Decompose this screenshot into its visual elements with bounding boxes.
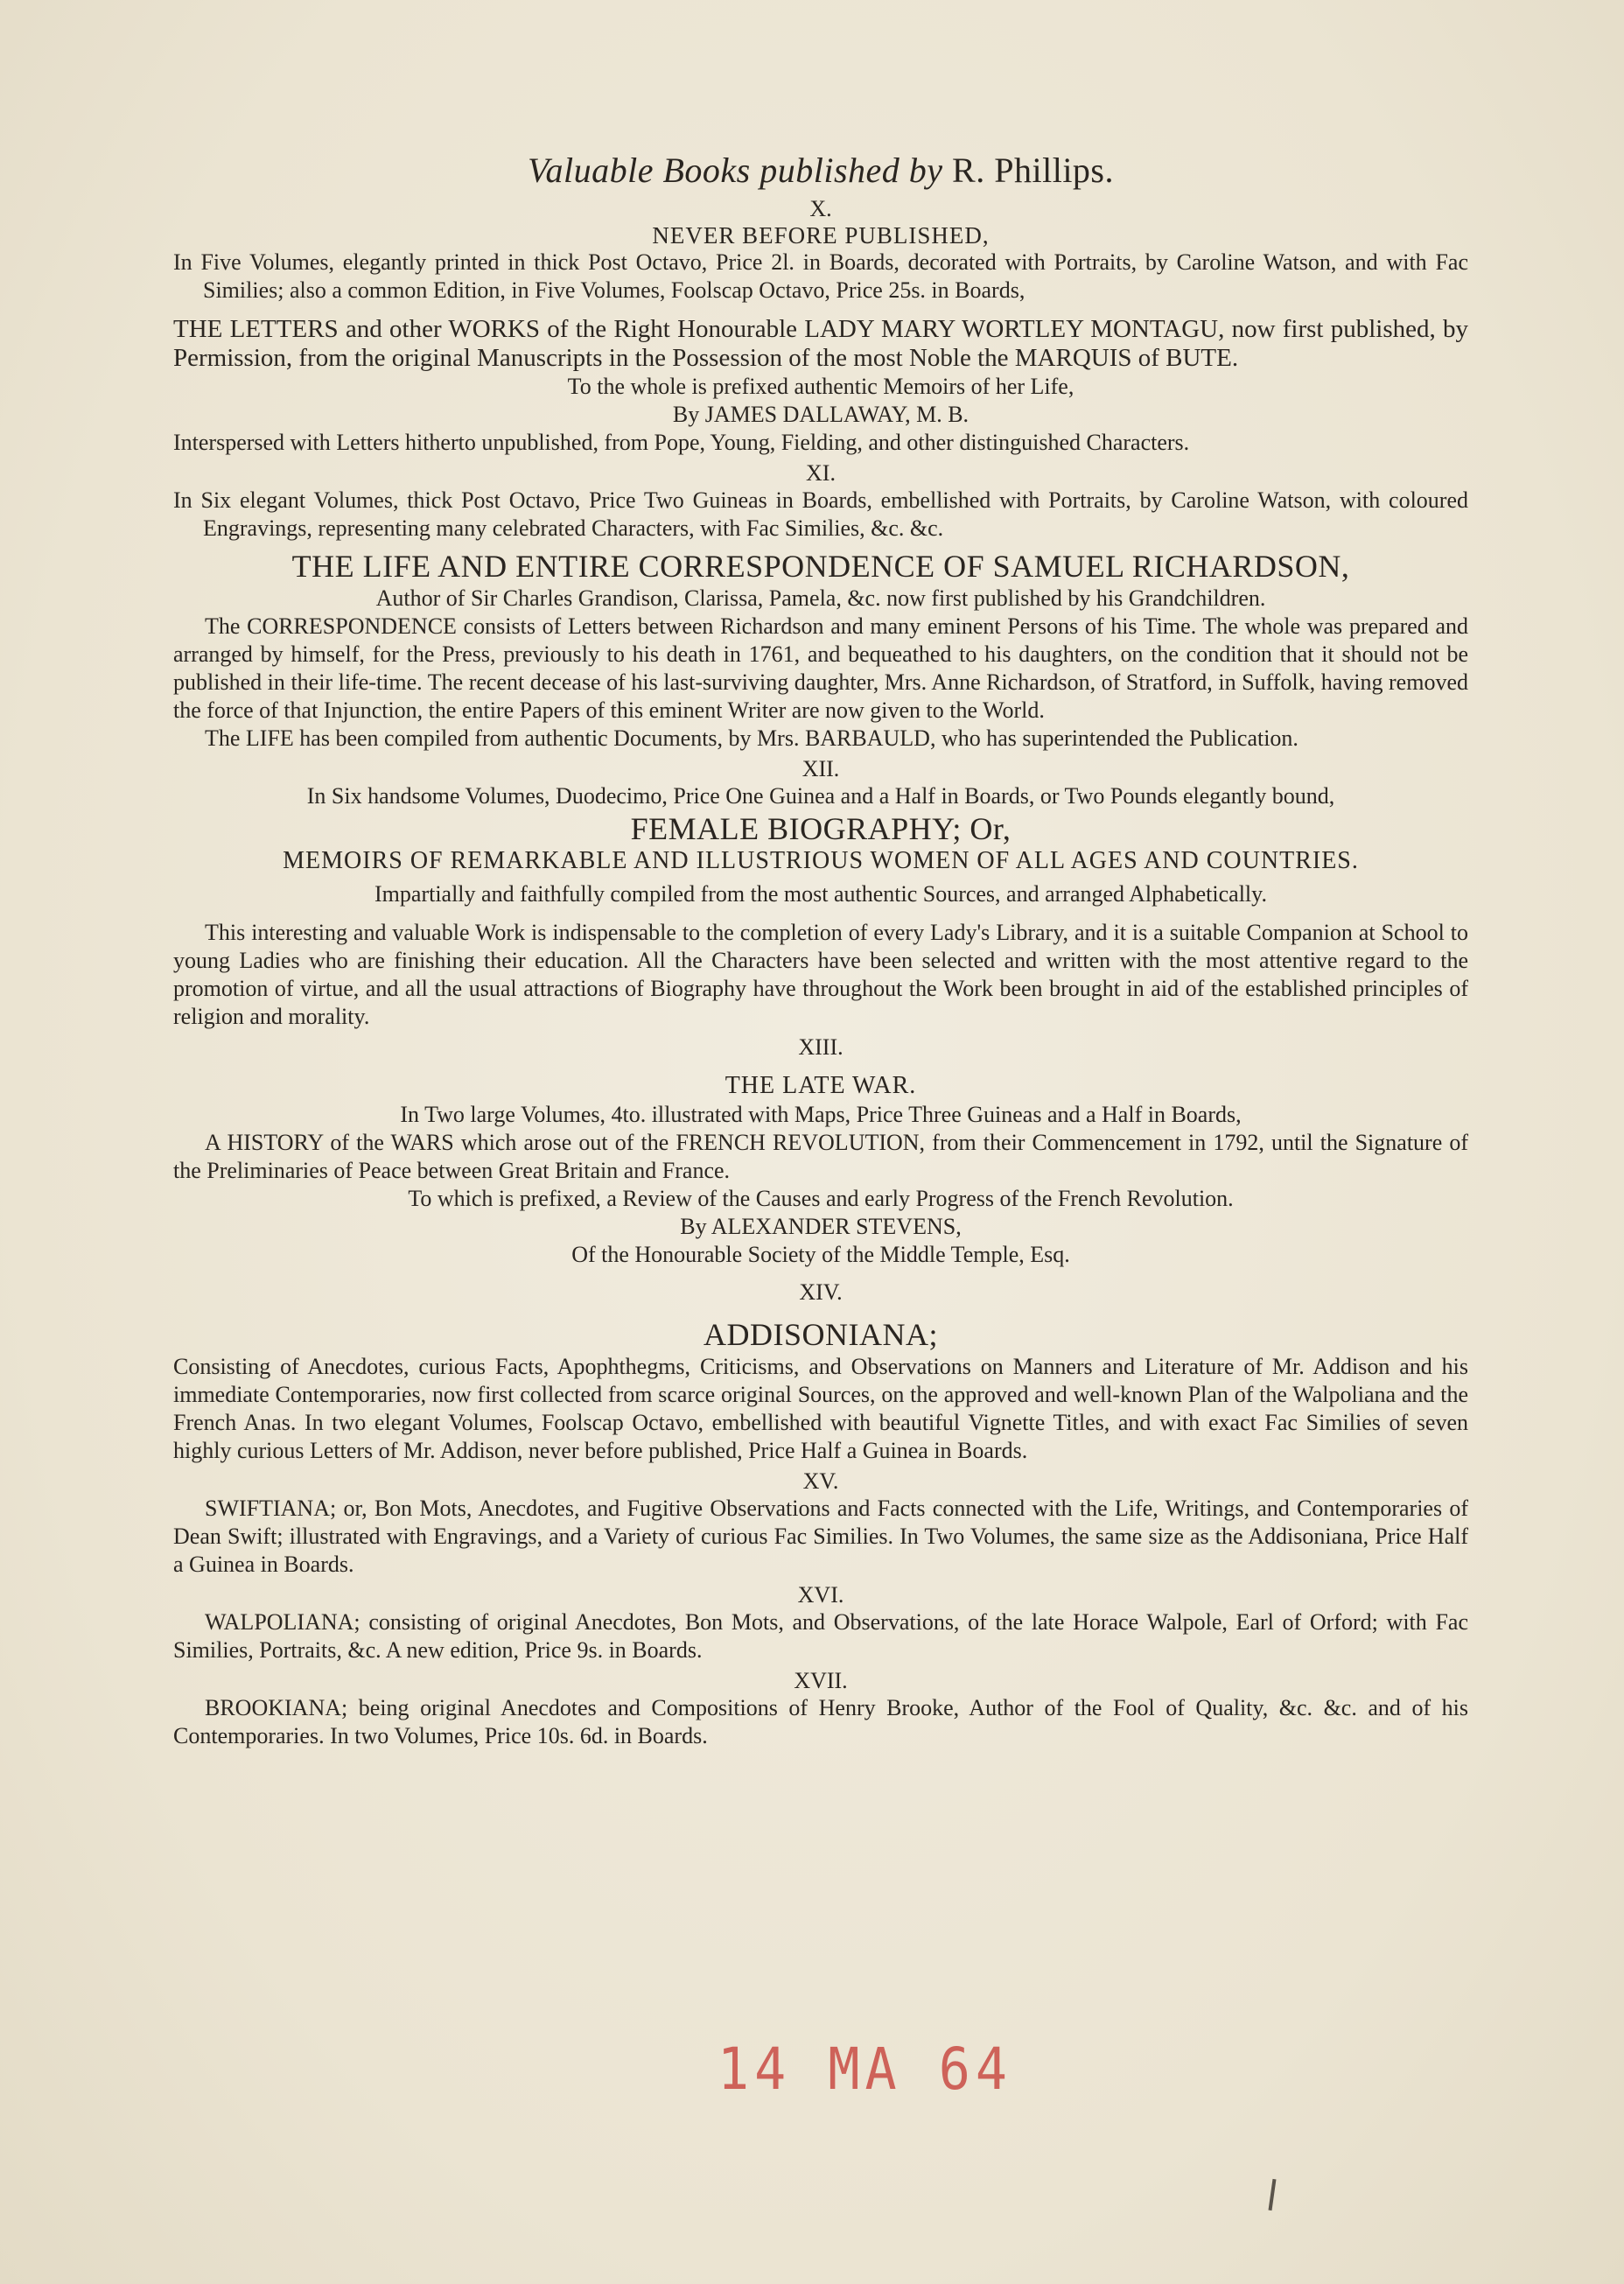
entry-subheading: NEVER BEFORE PUBLISHED,: [652, 222, 990, 249]
entry-title: ADDISONIANA;: [704, 1317, 938, 1352]
page-content: [173, 149, 1468, 1750]
entry-xv: [173, 1468, 1468, 1579]
page-mark: [1269, 2179, 1277, 2210]
entry-number: XVI.: [797, 1582, 844, 1608]
entry-author: By JAMES DALLAWAY, M. B.: [672, 402, 970, 427]
entry-format: In Five Volumes, elegantly printed in thick Post Octavo, Price 2l. in Boards, decorated with Portraits, by Caroline Watson, and with Fac Similies; also a common Edition, in Five Volumes, Foolscap Octavo, Price 25s. in Boards,: [173, 249, 1468, 303]
entry-line: Author of Sir Charles Grandison, Clarissa, Pamela, &c. now first published by his Grandchildren.: [375, 585, 1266, 611]
entry-description: BROOKIANA; being original Anecdotes and Compositions of Henry Brooke, Author of the Fool of Quality, &c. &c. and of his Contemporaries. In two Volumes, Price 10s. 6d. in Boards.: [173, 1695, 1468, 1748]
entry-title: FEMALE BIOGRAPHY; Or,: [630, 811, 1012, 846]
entry-title: THE LETTERS and other WORKS of the Right Honourable LADY MARY WORTLEY MONTAGU, now first published, by Permission, from the original Manuscripts in the Possession of the most Noble the MARQUIS of BUTE.: [173, 315, 1468, 372]
entry-description: A HISTORY of the WARS which arose out of the FRENCH REVOLUTION, from their Commencement in 1792, until the Signature of the Preliminaries of Peace between Great Britain and France.: [173, 1130, 1468, 1183]
entry-xi: [173, 460, 1468, 753]
entry-title: THE LIFE AND ENTIRE CORRESPONDENCE OF SAMUEL RICHARDSON,: [291, 549, 1350, 584]
entry-xvii: [173, 1668, 1468, 1750]
entry-x: [173, 196, 1468, 457]
header-italic: Valuable Books published by: [528, 151, 943, 190]
entry-format: In Six elegant Volumes, thick Post Octavo, Price Two Guineas in Boards, embellished with Portraits, by Caroline Watson, with coloured Engravings, representing many celebrated Characters, with Fac Similies, &c. &c.: [173, 487, 1468, 541]
entry-author: By ALEXANDER STEVENS,: [680, 1214, 962, 1239]
entry-affiliation: Of the Honourable Society of the Middle Temple, Esq.: [571, 1242, 1070, 1267]
entry-number: XIV.: [799, 1279, 843, 1305]
entry-subtitle: MEMOIRS OF REMARKABLE AND ILLUSTRIOUS WOMEN OF ALL AGES AND COUNTRIES.: [283, 847, 1359, 874]
entry-number: XV.: [802, 1468, 839, 1494]
entry-description: Consisting of Anecdotes, curious Facts, Apophthegms, Criticisms, and Observations on Manners and Literature of Mr. Addison and his immediate Contemporaries, now first collected from scarce original Sources, on the approved and well-known Plan of the Walpoliana and the French Anas. In two elegant Volumes, Foolscap Octavo, embellished with beautiful Vignette Titles, and with exact Fac Similies of seven highly curious Letters of Mr. Addison, never before published, Price Half a Guinea in Boards.: [173, 1354, 1468, 1463]
page-header: [173, 149, 1468, 193]
entry-xiii: [173, 1034, 1468, 1269]
entry-description-2: The LIFE has been compiled from authentic Documents, by Mrs. BARBAULD, who has superintended the Publication.: [205, 725, 1298, 751]
header-publisher: R. Phillips.: [952, 151, 1114, 190]
entry-xiv: [173, 1279, 1468, 1465]
entry-line: To which is prefixed, a Review of the Causes and early Progress of the French Revolution.: [408, 1186, 1234, 1211]
library-date-stamp: 14 MA 64: [718, 2035, 1012, 2104]
entry-xvi: [173, 1582, 1468, 1664]
entry-number: XII.: [802, 756, 840, 781]
entry-number: XIII.: [798, 1034, 844, 1060]
entry-format: In Six handsome Volumes, Duodecimo, Price One Guinea and a Half in Boards, or Two Pounds elegantly bound,: [306, 783, 1335, 809]
entry-title: THE LATE WAR.: [724, 1072, 917, 1099]
entry-description: WALPOLIANA; consisting of original Anecdotes, Bon Mots, and Observations, of the late Horace Walpole, Earl of Orford; with Fac Similies, Portraits, &c. A new edition, Price 9s. in Boards.: [173, 1609, 1468, 1663]
entry-description: Interspersed with Letters hitherto unpublished, from Pope, Young, Fielding, and other distinguished Characters.: [173, 430, 1190, 455]
entry-number: X.: [809, 196, 832, 221]
entry-line: To the whole is prefixed authentic Memoirs of her Life,: [567, 374, 1074, 399]
entry-line: Impartially and faithfully compiled from the most authentic Sources, and arranged Alphabetically.: [374, 881, 1267, 907]
entry-description: This interesting and valuable Work is indispensable to the completion of every Lady's Library, and it is a suitable Companion at School to young Ladies who are finishing their education. All the Characters have been selected and written with the most attentive regard to the promotion of virtue, and all the usual attractions of Biography have throughout the Work been brought in aid of the established principles of religion and morality.: [173, 920, 1468, 1029]
entry-format: In Two large Volumes, 4to. illustrated with Maps, Price Three Guineas and a Half in Boards,: [400, 1102, 1242, 1127]
entry-xii: [173, 756, 1468, 1031]
entry-description: SWIFTIANA; or, Bon Mots, Anecdotes, and Fugitive Observations and Facts connected with the Life, Writings, and Contemporaries of Dean Swift; illustrated with Engravings, and a Variety of curious Fac Similies. In Two Volumes, the same size as the Addisoniana, Price Half a Guinea in Boards.: [173, 1496, 1468, 1577]
entry-number: XI.: [806, 460, 836, 486]
entry-description: The CORRESPONDENCE consists of Letters between Richardson and many eminent Persons of his Time. The whole was prepared and arranged by himself, for the Press, previously to his death in 1761, and bequeathed to his daughters, on the condition that it should not be published in their life-time. The recent decease of his last-surviving daughter, Mrs. Anne Richardson, of Stratford, in Suffolk, having removed the force of that Injunction, the entire Papers of this eminent Writer are now given to the World.: [173, 613, 1468, 723]
entry-number: XVII.: [794, 1668, 848, 1693]
